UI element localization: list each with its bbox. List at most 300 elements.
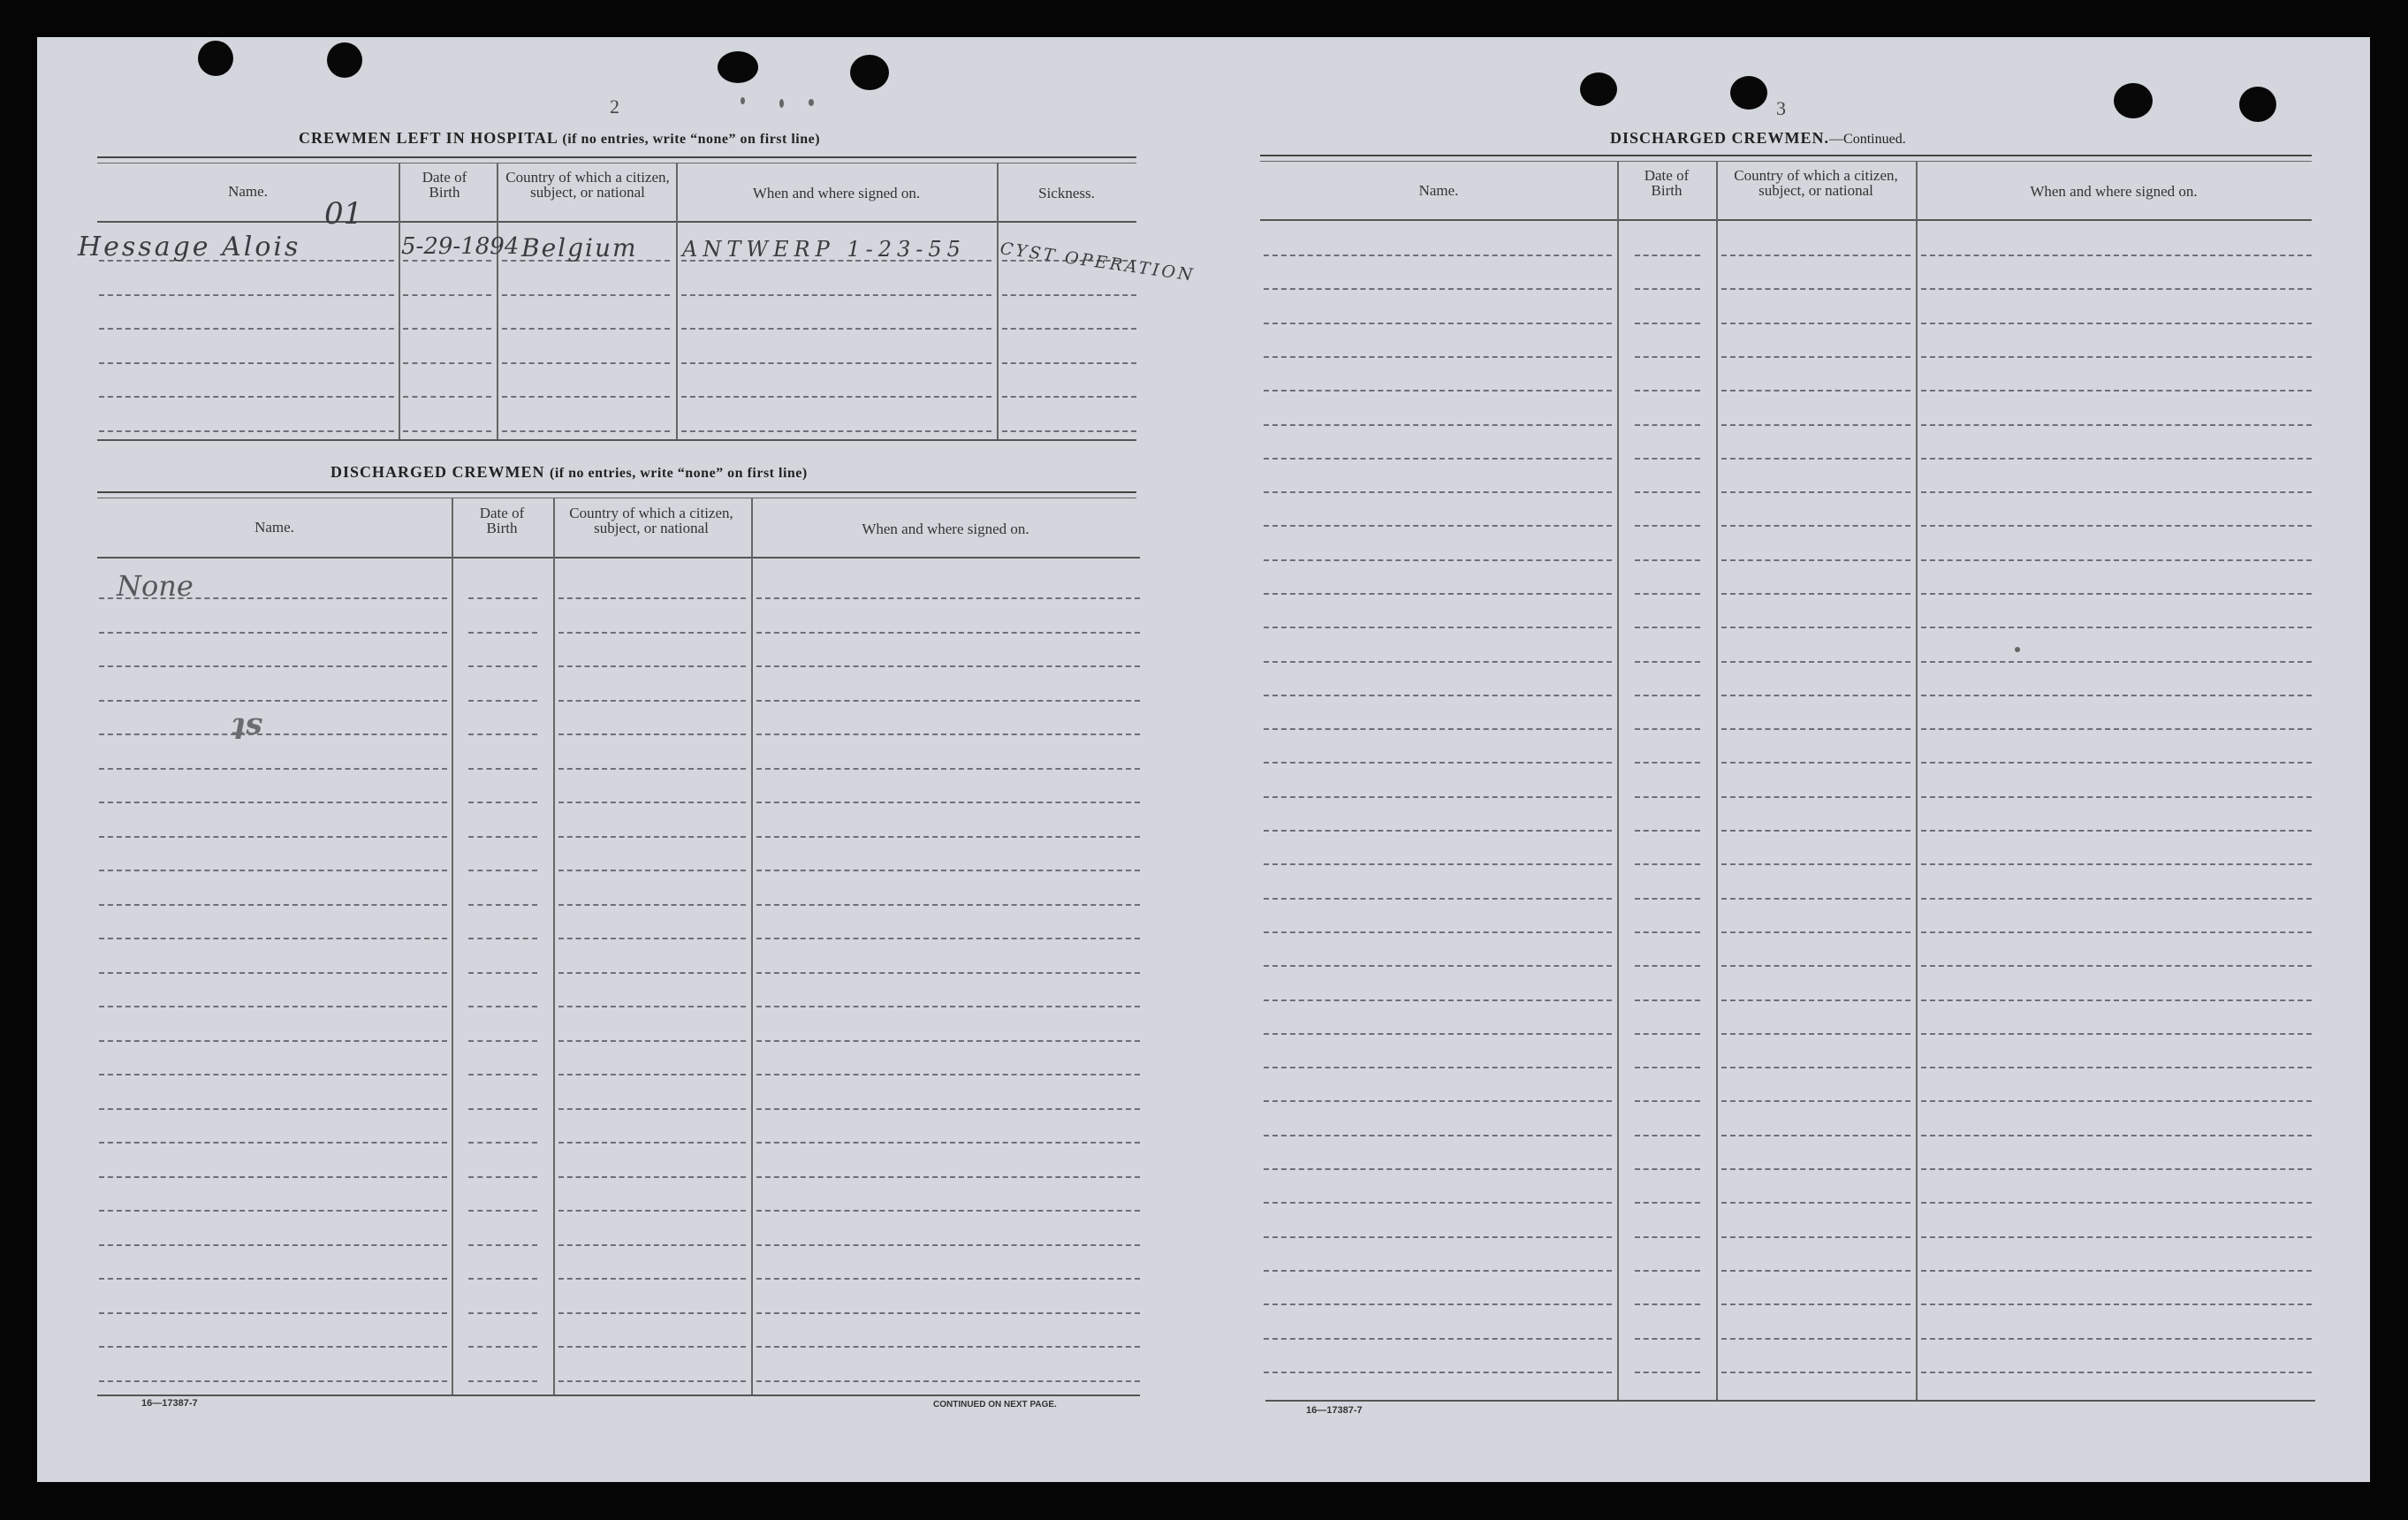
ruled-line — [99, 700, 447, 702]
ruled-line — [99, 1108, 447, 1110]
ruled-line — [1921, 1270, 2312, 1272]
ruled-line — [1721, 356, 1910, 358]
ruled-line — [1635, 1168, 1700, 1170]
ruled-line — [99, 1210, 447, 1212]
ruled-line — [1635, 1135, 1700, 1136]
ruled-line — [1635, 931, 1700, 933]
ruled-line — [403, 430, 491, 432]
ruled-line — [468, 1312, 537, 1314]
right-header-country: Country of which a citizen, subject, or national — [1734, 167, 1898, 199]
punch-hole — [198, 41, 233, 76]
ruled-line — [1721, 965, 1910, 967]
ruled-line — [1264, 1202, 1612, 1204]
hospital-col-divider — [997, 163, 999, 439]
ruled-line — [558, 700, 746, 702]
ruled-line — [99, 1346, 447, 1348]
ruled-line — [1002, 396, 1136, 398]
ruled-line — [1721, 559, 1910, 561]
ink-speck — [741, 97, 745, 104]
ruled-line — [1635, 356, 1700, 358]
hospital-header-name: Name. — [228, 183, 268, 200]
continued-note: CONTINUED ON NEXT PAGE. — [933, 1400, 1057, 1410]
ruled-line — [99, 870, 447, 871]
ruled-line — [1635, 762, 1700, 764]
ruled-line — [99, 904, 447, 906]
page-number-right: 3 — [1776, 97, 1786, 119]
ruled-line — [681, 430, 991, 432]
ruled-line — [1264, 288, 1612, 290]
ruled-line — [756, 802, 1140, 803]
ruled-line — [1264, 661, 1612, 663]
hospital-header-country: Country of which a citizen, subject, or national — [505, 169, 670, 201]
ruled-line — [1721, 1338, 1910, 1340]
ruled-line — [558, 836, 746, 838]
ruled-line — [1635, 796, 1700, 798]
ruled-line — [1921, 965, 2312, 967]
ruled-line — [1721, 931, 1910, 933]
ruled-line — [756, 1074, 1140, 1075]
ruled-line — [1721, 390, 1910, 391]
ruled-line — [1921, 255, 2312, 256]
ruled-line — [1921, 999, 2312, 1001]
ruled-line — [502, 430, 670, 432]
discharged-col-divider — [751, 498, 753, 1395]
ruled-line — [1635, 863, 1700, 865]
ruled-line — [1264, 1067, 1612, 1068]
hospital-col-divider — [676, 163, 678, 439]
ruled-line — [558, 1142, 746, 1144]
ruled-line — [756, 597, 1140, 599]
ruled-line — [558, 665, 746, 667]
ruled-line — [1721, 1100, 1910, 1102]
ruled-line — [1635, 728, 1700, 730]
ruled-line — [1635, 1270, 1700, 1272]
ruled-line — [1721, 830, 1910, 832]
ruled-line — [1264, 728, 1612, 730]
discharged-top-rule — [97, 491, 1136, 498]
discharged-bottom-rule — [97, 1395, 1140, 1396]
ink-speck — [779, 99, 784, 108]
ruled-line — [1921, 1135, 2312, 1136]
ruled-line — [99, 294, 394, 296]
right-top-rule — [1260, 155, 2312, 162]
ruled-line — [502, 294, 670, 296]
discharged-header-dob: Date of Birth — [479, 505, 525, 536]
discharged-header-name: Name. — [254, 519, 294, 536]
ruled-line — [558, 1006, 746, 1007]
punch-hole — [850, 55, 889, 90]
punch-hole — [2239, 87, 2276, 122]
ruled-line — [468, 700, 537, 702]
ruled-line — [1721, 999, 1910, 1001]
ruled-line — [1921, 390, 2312, 391]
ruled-line — [756, 1278, 1140, 1280]
ruled-line — [468, 1040, 537, 1042]
discharged-header-country: Country of which a citizen, subject, or national — [569, 505, 733, 536]
right-header-signed: When and where signed on. — [2030, 183, 2198, 200]
ruled-line — [468, 768, 537, 770]
ruled-line — [1921, 593, 2312, 595]
hospital-bottom-rule — [97, 439, 1136, 441]
right-header-rule — [1260, 219, 2312, 221]
ruled-line — [468, 632, 537, 634]
ruled-line — [468, 836, 537, 838]
punch-hole — [1730, 76, 1767, 110]
ruled-line — [1721, 695, 1910, 696]
ruled-line — [756, 904, 1140, 906]
punch-hole — [2114, 83, 2153, 118]
ruled-line — [1635, 999, 1700, 1001]
stray-mark: st — [232, 711, 262, 746]
ruled-line — [756, 870, 1140, 871]
ruled-line — [756, 1040, 1140, 1042]
ruled-line — [1921, 728, 2312, 730]
ruled-line — [558, 1244, 746, 1246]
ruled-line — [1264, 1303, 1612, 1305]
ruled-line — [558, 1176, 746, 1178]
ruled-line — [1721, 762, 1910, 764]
discharged-header-rule — [97, 557, 1140, 559]
ruled-line — [1264, 1236, 1612, 1238]
ruled-line — [1264, 1270, 1612, 1272]
ruled-line — [1264, 695, 1612, 696]
ruled-line — [1721, 1372, 1910, 1373]
ruled-line — [1264, 830, 1612, 832]
hospital-header-rule — [97, 221, 1136, 223]
ruled-line — [1635, 1202, 1700, 1204]
footer-code-right: 16—17387-7 — [1306, 1405, 1363, 1416]
ruled-line — [99, 733, 447, 735]
ruled-line — [1721, 491, 1910, 493]
ruled-line — [756, 665, 1140, 667]
ruled-line — [1921, 1067, 2312, 1068]
ruled-line — [99, 396, 394, 398]
ruled-line — [756, 1312, 1140, 1314]
ruled-line — [558, 1108, 746, 1110]
ruled-line — [558, 972, 746, 974]
ruled-line — [1921, 661, 2312, 663]
ruled-line — [1921, 898, 2312, 900]
ruled-line — [756, 1244, 1140, 1246]
ruled-line — [756, 1176, 1140, 1178]
ruled-line — [1721, 1270, 1910, 1272]
ruled-line — [1264, 1338, 1612, 1340]
ruled-line — [502, 396, 670, 398]
ruled-line — [681, 362, 991, 364]
ruled-line — [99, 328, 394, 330]
ruled-line — [1264, 627, 1612, 628]
ruled-line — [403, 396, 491, 398]
ruled-line — [558, 597, 746, 599]
ruled-line — [558, 802, 746, 803]
ruled-line — [1921, 559, 2312, 561]
ruled-line — [1264, 1033, 1612, 1035]
ruled-line — [1635, 965, 1700, 967]
ruled-line — [403, 328, 491, 330]
ruled-line — [756, 1108, 1140, 1110]
ruled-line — [1635, 695, 1700, 696]
ruled-line — [1264, 1135, 1612, 1136]
ruled-line — [1635, 1067, 1700, 1068]
ruled-line — [468, 1380, 537, 1382]
ruled-line — [502, 328, 670, 330]
ruled-line — [756, 1006, 1140, 1007]
ruled-line — [1635, 1372, 1700, 1373]
ruled-line — [1264, 458, 1612, 460]
ruled-line — [468, 1278, 537, 1280]
ruled-line — [1921, 323, 2312, 324]
ruled-line — [1635, 288, 1700, 290]
ruled-line — [1721, 1168, 1910, 1170]
right-header-name: Name. — [1418, 182, 1459, 199]
ruled-line — [681, 396, 991, 398]
ruled-line — [99, 430, 394, 432]
ruled-line — [1721, 424, 1910, 426]
ruled-line — [1921, 762, 2312, 764]
ruled-line — [756, 768, 1140, 770]
ruled-line — [558, 1040, 746, 1042]
discharged-col-divider — [553, 498, 555, 1395]
page-number-left: 2 — [610, 95, 619, 118]
ruled-line — [1264, 762, 1612, 764]
ruled-line — [1721, 728, 1910, 730]
hospital-top-rule — [97, 156, 1136, 163]
ruled-line — [99, 972, 447, 974]
ruled-line — [1921, 525, 2312, 527]
ruled-line — [99, 1312, 447, 1314]
ruled-line — [1721, 1067, 1910, 1068]
ruled-line — [1635, 525, 1700, 527]
ruled-line — [1921, 288, 2312, 290]
ruled-line — [1635, 323, 1700, 324]
punch-hole — [327, 42, 362, 78]
ruled-line — [99, 632, 447, 634]
right-header-dob: Date of Birth — [1644, 167, 1690, 199]
ruled-line — [468, 597, 537, 599]
ink-speck — [809, 99, 814, 106]
ruled-line — [468, 1176, 537, 1178]
ruled-line — [1921, 1303, 2312, 1305]
ruled-line — [1921, 863, 2312, 865]
ruled-line — [1635, 1303, 1700, 1305]
ruled-line — [468, 665, 537, 667]
ruled-line — [1264, 323, 1612, 324]
ruled-line — [1264, 356, 1612, 358]
ruled-line — [1721, 525, 1910, 527]
ruled-line — [99, 836, 447, 838]
ruled-line — [1921, 830, 2312, 832]
ruled-line — [558, 733, 746, 735]
ruled-line — [1002, 362, 1136, 364]
ruled-line — [1921, 627, 2312, 628]
ruled-line — [1721, 458, 1910, 460]
ruled-line — [468, 972, 537, 974]
ruled-line — [1635, 1338, 1700, 1340]
ruled-line — [1921, 1168, 2312, 1170]
ruled-line — [1921, 695, 2312, 696]
ruled-line — [99, 1380, 447, 1382]
ruled-line — [99, 362, 394, 364]
ruled-line — [1264, 491, 1612, 493]
ruled-line — [756, 733, 1140, 735]
ruled-line — [99, 768, 447, 770]
ruled-line — [468, 1142, 537, 1144]
ruled-line — [681, 328, 991, 330]
ruled-line — [468, 1074, 537, 1075]
ruled-line — [558, 1380, 746, 1382]
ruled-line — [468, 1346, 537, 1348]
ruled-line — [1264, 525, 1612, 527]
hospital-header-dob: Date of Birth — [422, 169, 467, 201]
ruled-line — [502, 362, 670, 364]
ruled-line — [1635, 1236, 1700, 1238]
ruled-line — [468, 1244, 537, 1246]
ruled-line — [558, 870, 746, 871]
ruled-line — [99, 802, 447, 803]
ruled-line — [1635, 898, 1700, 900]
right-col-divider — [1916, 161, 1918, 1400]
ruled-line — [1635, 491, 1700, 493]
ruled-line — [1721, 898, 1910, 900]
discharged-entry-none: None — [117, 569, 194, 603]
ruled-line — [99, 1244, 447, 1246]
ruled-line — [1721, 627, 1910, 628]
ink-speck — [2015, 647, 2020, 652]
ruled-line — [1921, 1100, 2312, 1102]
ruled-line — [1721, 863, 1910, 865]
ruled-line — [558, 1278, 746, 1280]
ruled-line — [1264, 931, 1612, 933]
ruled-line — [403, 294, 491, 296]
ruled-line — [99, 1006, 447, 1007]
hospital-entry-dob: 5-29-1894 — [401, 233, 520, 260]
ruled-line — [1264, 559, 1612, 561]
ruled-line — [756, 1142, 1140, 1144]
ruled-line — [468, 870, 537, 871]
ruled-line — [558, 1210, 746, 1212]
ruled-line — [756, 1380, 1140, 1382]
hospital-col-divider — [399, 163, 400, 439]
ruled-line — [1721, 1202, 1910, 1204]
ruled-line — [756, 938, 1140, 939]
hospital-header-signed: When and where signed on. — [752, 185, 921, 201]
ruled-line — [403, 362, 491, 364]
ruled-line — [99, 1278, 447, 1280]
right-col-divider — [1617, 161, 1619, 1400]
ruled-line — [468, 904, 537, 906]
ruled-line — [1721, 1033, 1910, 1035]
right-col-divider — [1716, 161, 1718, 1400]
ruled-line — [1264, 255, 1612, 256]
ruled-line — [1921, 1338, 2312, 1340]
ruled-line — [1721, 1135, 1910, 1136]
hospital-entry-name: Hessage Alois — [78, 232, 301, 262]
ruled-line — [1721, 255, 1910, 256]
ruled-line — [756, 1346, 1140, 1348]
ruled-line — [1635, 1100, 1700, 1102]
ruled-line — [1264, 999, 1612, 1001]
discharged-header-signed: When and where signed on. — [862, 521, 1029, 537]
hospital-entry-mark: 01 — [324, 196, 363, 232]
ruled-line — [1721, 1303, 1910, 1305]
ruled-line — [1635, 1033, 1700, 1035]
ruled-line — [468, 733, 537, 735]
ruled-line — [1635, 559, 1700, 561]
ruled-line — [99, 1074, 447, 1075]
ruled-line — [756, 700, 1140, 702]
hospital-entry-signed-on: ANTWERP 1-23-55 — [682, 237, 966, 262]
ruled-line — [1721, 323, 1910, 324]
ruled-line — [99, 665, 447, 667]
hospital-col-divider — [497, 163, 498, 439]
ruled-line — [99, 938, 447, 939]
ruled-line — [558, 768, 746, 770]
hospital-entry-sickness: CYST OPERATION — [999, 239, 1196, 285]
ruled-line — [99, 1142, 447, 1144]
discharged-col-divider — [452, 498, 453, 1395]
footer-code-left: 16—17387-7 — [141, 1398, 198, 1409]
ruled-line — [1921, 931, 2312, 933]
ruled-line — [1264, 1372, 1612, 1373]
ruled-line — [1635, 458, 1700, 460]
ruled-line — [99, 1176, 447, 1178]
hospital-entry-country: Belgium — [521, 233, 638, 262]
ruled-line — [558, 938, 746, 939]
ruled-line — [1721, 288, 1910, 290]
ruled-line — [1921, 1236, 2312, 1238]
ruled-line — [558, 904, 746, 906]
ruled-line — [558, 1346, 746, 1348]
ruled-line — [468, 938, 537, 939]
ruled-line — [1921, 1372, 2312, 1373]
ruled-line — [1721, 796, 1910, 798]
discharged-section-title: DISCHARGED CREWMEN (if no entries, write “none” on first line) — [330, 463, 808, 481]
ruled-line — [1921, 1202, 2312, 1204]
ruled-line — [1264, 1168, 1612, 1170]
ruled-line — [1921, 796, 2312, 798]
ruled-line — [1002, 430, 1136, 432]
ruled-line — [1635, 255, 1700, 256]
ruled-line — [468, 1006, 537, 1007]
ruled-line — [1721, 661, 1910, 663]
ruled-line — [756, 972, 1140, 974]
ruled-line — [99, 1040, 447, 1042]
ruled-line — [756, 1210, 1140, 1212]
ruled-line — [1264, 863, 1612, 865]
ruled-line — [1264, 593, 1612, 595]
ruled-line — [1921, 458, 2312, 460]
document-sheet — [37, 37, 2370, 1482]
ruled-line — [1635, 830, 1700, 832]
ruled-line — [468, 802, 537, 803]
ruled-line — [1635, 424, 1700, 426]
ruled-line — [1721, 1236, 1910, 1238]
ruled-line — [1635, 661, 1700, 663]
ruled-line — [1264, 390, 1612, 391]
ruled-line — [681, 294, 991, 296]
ruled-line — [1002, 294, 1136, 296]
ruled-line — [1635, 390, 1700, 391]
hospital-header-sickness: Sickness. — [1038, 185, 1095, 201]
ruled-line — [1264, 1100, 1612, 1102]
ruled-line — [1264, 424, 1612, 426]
ruled-line — [1721, 593, 1910, 595]
discharged-continued-title: DISCHARGED CREWMEN.—Continued. — [1610, 129, 1906, 147]
hospital-section-title: CREWMEN LEFT IN HOSPITAL (if no entries, write “none” on first line) — [299, 129, 821, 147]
ruled-line — [756, 632, 1140, 634]
ruled-line — [1264, 965, 1612, 967]
ruled-line — [1921, 356, 2312, 358]
